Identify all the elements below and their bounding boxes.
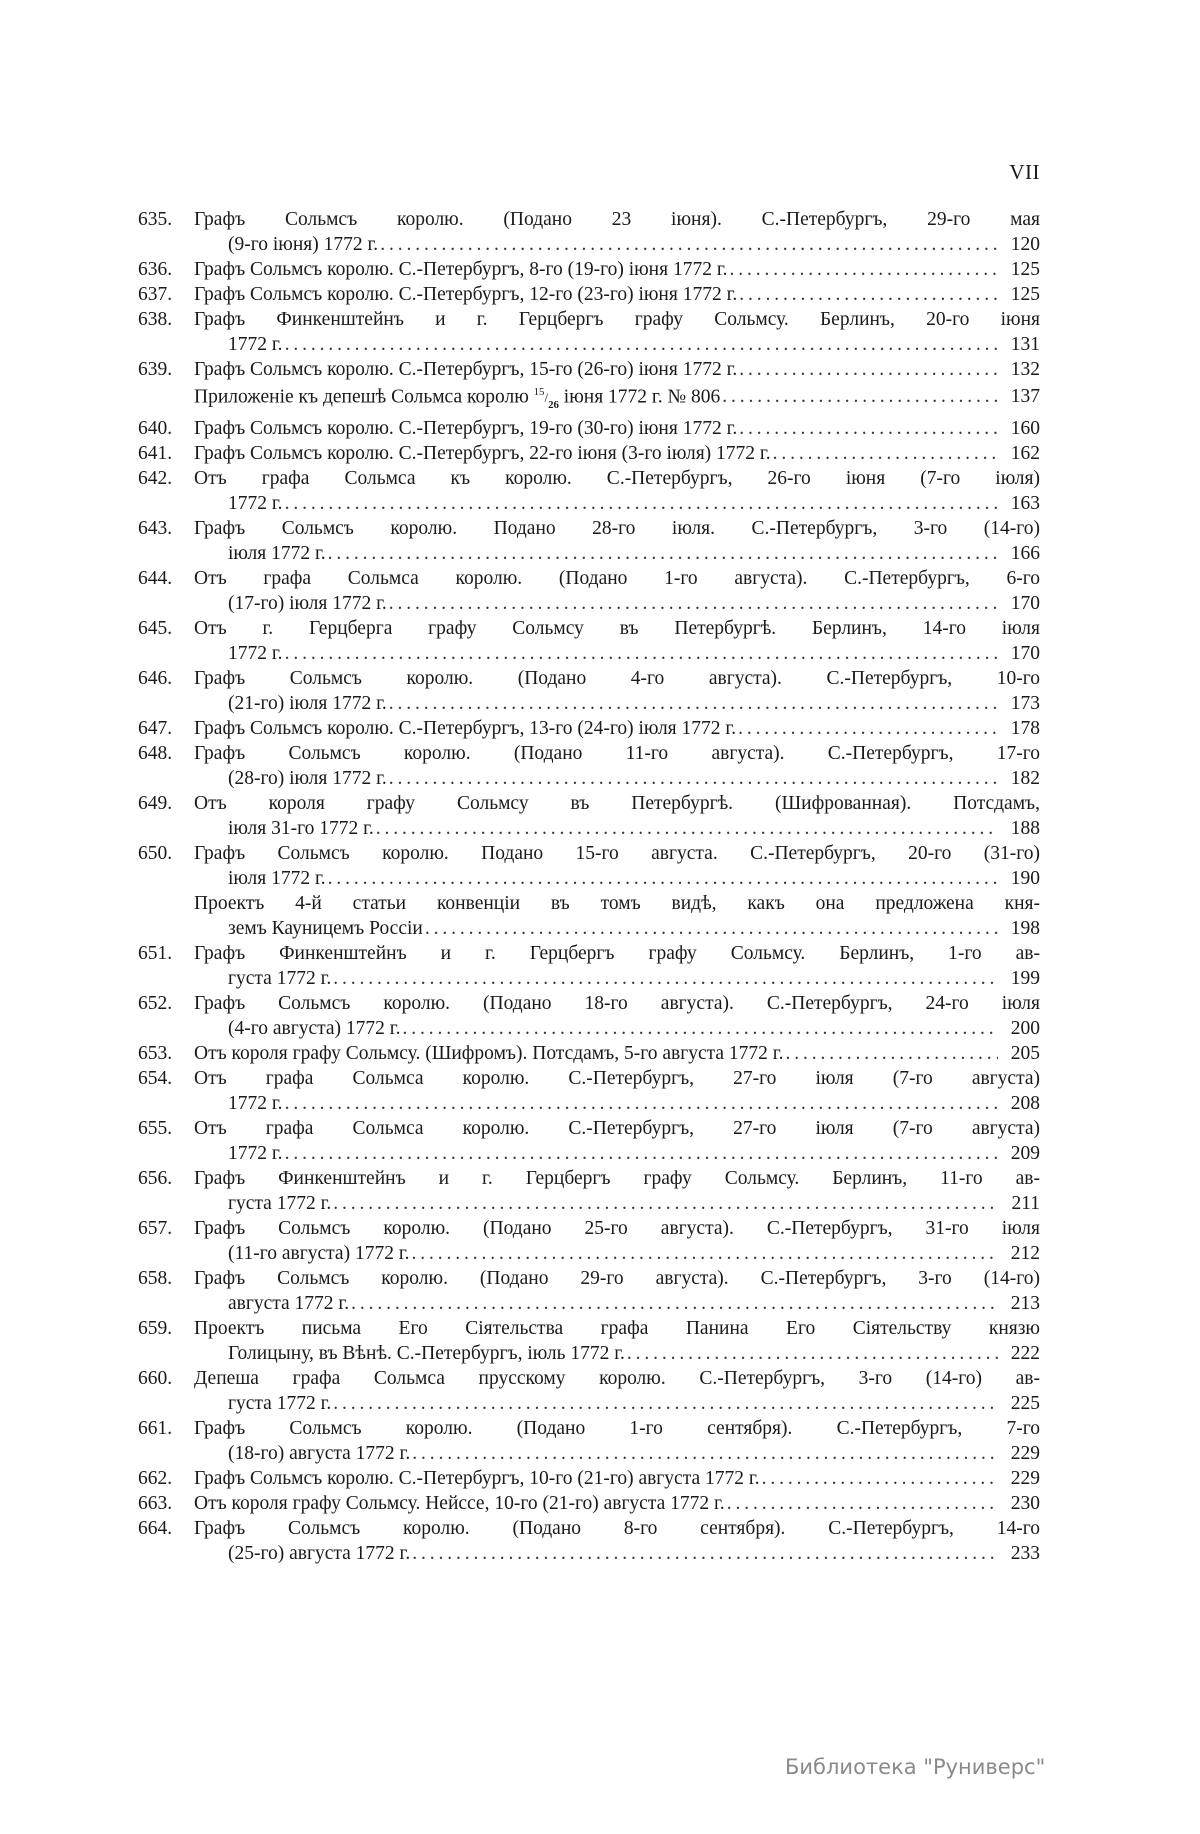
entry-title-line	[194, 891, 1040, 916]
entry-title-line	[194, 1041, 1040, 1066]
entry-text: Графъ Сольмсъ королю. (Подано 25-го августа). С.-Петербургъ, 31-го іюля	[194, 1217, 1040, 1239]
entry-number: 660.	[138, 1367, 173, 1389]
entry-text: Отъ графа Сольмса королю. С.-Петербургъ, 27-го іюля (7-го августа)	[194, 1067, 1040, 1089]
entry-text: Отъ короля графу Сольмсу. (Шифромъ). Потсдамъ, 5-го августа 1772 г.	[194, 1042, 784, 1064]
entry-number: 646.	[138, 667, 173, 689]
entry-title-line	[194, 1216, 1040, 1241]
entry-text: Отъ короля графу Сольмсу въ Петербургѣ. (Шифрованная). Потсдамъ,	[194, 792, 1040, 814]
entry-title-line	[194, 357, 1040, 382]
toc-entry	[138, 282, 1040, 307]
page-reference[interactable]: 208	[1010, 1092, 1040, 1114]
page-reference[interactable]: 225	[1010, 1392, 1040, 1414]
entry-text: Графъ Сольмсъ королю. С.-Петербургъ, 19-го (30-го) іюня 1772 г.	[194, 417, 738, 439]
toc-entry	[138, 566, 1040, 616]
toc-entry	[138, 841, 1040, 891]
entry-title-line	[194, 257, 1040, 282]
toc-entry	[138, 382, 1040, 416]
toc-entry	[138, 207, 1040, 257]
page-reference[interactable]: 163	[1010, 492, 1040, 514]
dot-leader	[402, 1016, 998, 1041]
page-reference[interactable]: 198	[1010, 917, 1040, 939]
entry-text: (11-го августа) 1772 г.	[228, 1242, 410, 1264]
entry-number: 635.	[138, 209, 173, 230]
toc-entry	[138, 666, 1040, 716]
page-reference[interactable]: 199	[1010, 967, 1040, 989]
entry-number: 643.	[138, 517, 173, 539]
entry-continuation-line	[194, 641, 1040, 666]
toc-entry	[138, 416, 1040, 441]
dot-leader	[285, 332, 998, 357]
entry-text: Графъ Сольмсъ королю. (Подано 4-го августа). С.-Петербургъ, 10-го	[194, 667, 1040, 689]
dot-leader	[376, 816, 998, 841]
dot-leader	[762, 1466, 998, 1491]
entry-number: 657.	[138, 1217, 173, 1239]
entry-continuation-line	[194, 916, 1040, 941]
dot-leader	[285, 641, 998, 666]
page-reference[interactable]: 131	[1010, 334, 1040, 355]
toc-entry	[138, 1266, 1040, 1316]
dot-leader	[351, 1291, 998, 1316]
page-reference[interactable]: 162	[1010, 442, 1040, 464]
entry-text: земъ Кауницемъ Россіи	[228, 917, 423, 939]
toc-entry	[138, 1216, 1040, 1266]
dot-leader	[328, 541, 998, 566]
page-reference[interactable]: 178	[1010, 717, 1040, 739]
dot-leader	[285, 491, 998, 516]
entry-text: Голицыну, въ Вѣнѣ. С.-Петербургъ, іюль 1772 г.	[228, 1342, 625, 1364]
entry-title-line	[194, 466, 1040, 491]
entry-title-line	[194, 1516, 1040, 1541]
entry-text: Графъ Финкенштейнъ и г. Герцбергъ графу Сольмсу. Берлинъ, 20-го іюня	[194, 309, 1040, 330]
entry-continuation-line	[194, 966, 1040, 991]
entry-text: (9-го іюня) 1772 г.	[228, 234, 379, 255]
dot-leader	[785, 1041, 998, 1066]
entry-number: 652.	[138, 992, 173, 1014]
entry-number: 659.	[138, 1317, 173, 1339]
entry-text: 1772 г.	[228, 334, 283, 355]
entry-text: Графъ Сольмсъ королю. (Подано 18-го августа). С.-Петербургъ, 24-го іюля	[194, 992, 1040, 1014]
toc-entry	[138, 1466, 1040, 1491]
page-reference[interactable]: 120	[1010, 234, 1040, 255]
entry-continuation-line	[194, 1016, 1040, 1041]
entry-number: 641.	[138, 442, 173, 464]
toc-entry	[138, 891, 1040, 941]
entry-continuation-line	[194, 816, 1040, 841]
page-reference[interactable]: 188	[1010, 817, 1040, 839]
entry-title-line	[194, 516, 1040, 541]
toc-entry	[138, 791, 1040, 841]
entry-continuation-line	[194, 691, 1040, 716]
dot-leader	[328, 866, 998, 891]
entry-text: (21-го) іюля 1772 г.	[228, 692, 387, 714]
dot-leader	[380, 232, 998, 257]
entry-title-line	[194, 1066, 1040, 1091]
entry-title-line	[194, 1466, 1040, 1491]
page-reference[interactable]: 166	[1010, 542, 1040, 564]
entry-number: 638.	[138, 309, 173, 330]
dot-leader	[722, 384, 998, 409]
dot-leader	[389, 591, 998, 616]
entry-number: 639.	[138, 359, 173, 380]
page-reference[interactable]: 200	[1010, 1017, 1040, 1039]
entry-title-line	[194, 1266, 1040, 1291]
entry-title-line	[194, 1316, 1040, 1341]
entry-title-line	[194, 741, 1040, 766]
toc-entry	[138, 516, 1040, 566]
toc-entry	[138, 1416, 1040, 1466]
page-reference[interactable]: 205	[1010, 1042, 1040, 1064]
page-reference[interactable]: 170	[1010, 642, 1040, 664]
entry-text: Графъ Сольмсъ королю. С.-Петербургъ, 22-го іюня (3-го іюля) 1772 г.	[194, 442, 771, 464]
entry-text: Графъ Сольмсъ королю. (Подано 11-го августа). С.-Петербургъ, 17-го	[194, 742, 1040, 764]
entry-text: Отъ графа Сольмса королю. С.-Петербургъ, 27-го іюля (7-го августа)	[194, 1117, 1040, 1139]
library-watermark: Библиотека "Руниверс"	[785, 1755, 1046, 1779]
page-reference[interactable]: 212	[1010, 1242, 1040, 1264]
entry-continuation-line	[194, 1541, 1040, 1566]
page-reference[interactable]: 132	[1010, 359, 1040, 380]
entry-continuation-line	[194, 591, 1040, 616]
dot-leader	[412, 1241, 999, 1266]
entry-text: Проектъ письма Его Сіятельства графа Панина Его Сіятельству князю	[194, 1317, 1040, 1339]
date-fraction: $^{15}/_{26}$	[533, 386, 559, 411]
page-reference[interactable]: 213	[1010, 1292, 1040, 1314]
page-reference[interactable]: 125	[1010, 259, 1040, 280]
entry-text: густа 1772 г.	[228, 1192, 332, 1214]
dot-leader	[727, 1491, 998, 1516]
entry-number: 650.	[138, 842, 173, 864]
entry-text: (17-го) іюля 1772 г.	[228, 592, 387, 614]
entry-title-line	[194, 207, 1040, 232]
entry-number: 663.	[138, 1492, 173, 1514]
entry-number: 651.	[138, 942, 173, 964]
entry-text: Отъ короля графу Сольмсу. Нейссе, 10-го (21-го) августа 1772 г.	[194, 1492, 725, 1514]
entry-text: густа 1772 г.	[228, 1392, 332, 1414]
entry-text: 1772 г.	[228, 1142, 283, 1164]
entry-text: Графъ Сольмсъ королю. (Подано 29-го августа). С.-Петербургъ, 3-го (14-го)	[194, 1267, 1040, 1289]
page-reference[interactable]: 137	[1010, 386, 1040, 408]
dot-leader	[773, 441, 998, 466]
entry-continuation-line	[194, 1441, 1040, 1466]
toc-entry	[138, 466, 1040, 516]
entry-number: 656.	[138, 1167, 173, 1189]
page-reference[interactable]: 125	[1010, 284, 1040, 305]
entry-continuation-line	[194, 1241, 1040, 1266]
entry-continuation-line	[194, 232, 1040, 257]
entry-text: Графъ Сольмсъ королю. (Подано 8-го сентября). С.-Петербургъ, 14-го	[194, 1517, 1040, 1539]
page-reference[interactable]: 160	[1010, 417, 1040, 439]
dot-leader	[333, 966, 998, 991]
page-reference[interactable]: 229	[1010, 1467, 1040, 1489]
page-reference[interactable]: 211	[1011, 1192, 1040, 1214]
toc-entry	[138, 441, 1040, 466]
entry-continuation-line	[194, 1291, 1040, 1316]
dot-leader	[730, 257, 998, 282]
entry-text: іюля 31-го 1772 г.	[228, 817, 374, 839]
entry-text: Депеша графа Сольмса прусскому королю. С.-Петербургъ, 3-го (14-го) ав-	[194, 1367, 1040, 1389]
entry-number: 654.	[138, 1067, 173, 1089]
entry-text: густа 1772 г.	[228, 967, 332, 989]
entry-title-line	[194, 616, 1040, 641]
entry-text: Графъ Сольмсъ королю. (Подано 23 іюня). С.-Петербургъ, 29-го мая	[194, 209, 1040, 230]
entry-title-line	[194, 716, 1040, 741]
entry-number: 645.	[138, 617, 173, 639]
dot-leader	[333, 1191, 998, 1216]
entry-text: Графъ Сольмсъ королю. С.-Петербургъ, 10-го (21-го) августа 1772 г.	[194, 1467, 760, 1489]
page-reference[interactable]: 173	[1010, 692, 1040, 714]
entry-continuation-line	[194, 332, 1040, 357]
entry-title-line	[194, 441, 1040, 466]
toc-entry	[138, 257, 1040, 282]
entry-number: 648.	[138, 742, 173, 764]
toc-entry	[138, 1041, 1040, 1066]
page-reference[interactable]: 229	[1010, 1442, 1040, 1464]
entry-continuation-line	[194, 491, 1040, 516]
dot-leader	[425, 916, 998, 941]
entry-title-line	[194, 1491, 1040, 1516]
entry-number: 640.	[138, 417, 173, 439]
entry-text: 1772 г.	[228, 1092, 283, 1114]
entry-title-line	[194, 307, 1040, 332]
toc-entry	[138, 1516, 1040, 1566]
entry-text: Отъ графа Сольмса королю. (Подано 1-го августа). С.-Петербургъ, 6-го	[194, 567, 1040, 589]
dot-leader	[738, 716, 998, 741]
entry-continuation-line	[194, 1141, 1040, 1166]
page-reference[interactable]: 230	[1010, 1492, 1040, 1514]
page-number: VII	[1009, 160, 1040, 184]
entry-number: 662.	[138, 1467, 173, 1489]
toc-entry	[138, 991, 1040, 1041]
entry-text: Графъ Сольмсъ королю. С.-Петербургъ, 15-го (26-го) іюня 1772 г.	[194, 359, 738, 380]
dot-leader	[739, 357, 998, 382]
entry-text: Графъ Сольмсъ королю. С.-Петербургъ, 12-го (23-го) іюня 1772 г.	[194, 284, 738, 305]
toc-entry	[138, 1066, 1040, 1116]
dot-leader	[627, 1341, 998, 1366]
toc-entry	[138, 616, 1040, 666]
toc-entry	[138, 716, 1040, 741]
toc-entry	[138, 1166, 1040, 1216]
entry-text: 1772 г.	[228, 642, 283, 664]
dot-leader	[333, 1391, 998, 1416]
page-reference[interactable]: 190	[1010, 867, 1040, 889]
entry-text: (4-го августа) 1772 г.	[228, 1017, 401, 1039]
entry-continuation-line	[194, 866, 1040, 891]
entry-number: 658.	[138, 1267, 173, 1289]
entry-text: 1772 г.	[228, 492, 283, 514]
dot-leader	[285, 1141, 998, 1166]
page-reference[interactable]: 233	[1010, 1542, 1040, 1564]
entry-number: 649.	[138, 792, 173, 814]
entry-text: іюля 1772 г.	[228, 542, 326, 564]
page-reference[interactable]: 222	[1010, 1342, 1040, 1364]
entry-title-line	[194, 1166, 1040, 1191]
dot-leader	[739, 282, 998, 307]
entry-text: (25-го) августа 1772 г.	[228, 1542, 411, 1564]
toc-entry	[138, 1366, 1040, 1416]
toc-entry	[138, 741, 1040, 791]
entry-text: Проектъ 4-й статьи конвенціи въ томъ видѣ, какъ она предложена кня-	[194, 892, 1040, 914]
dot-leader	[412, 1441, 998, 1466]
entry-text: (28-го) іюля 1772 г.	[228, 767, 387, 789]
toc-entry	[138, 357, 1040, 382]
toc-entry	[138, 1116, 1040, 1166]
entry-continuation-line	[194, 1341, 1040, 1366]
entry-number: 655.	[138, 1117, 173, 1139]
entry-continuation-line	[194, 1391, 1040, 1416]
entry-title-line	[194, 841, 1040, 866]
dot-leader	[412, 1541, 998, 1566]
entry-text: Графъ Сольмсъ королю. С.-Петербургъ, 13-го (24-го) іюля 1772 г.	[194, 717, 737, 739]
entry-number: 661.	[138, 1417, 173, 1439]
entry-title-line	[194, 382, 1040, 416]
dot-leader	[739, 416, 998, 441]
entry-number: 664.	[138, 1517, 173, 1539]
entry-continuation-line	[194, 1091, 1040, 1116]
entry-text: Графъ Сольмсъ королю. (Подано 1-го сентября). С.-Петербургъ, 7-го	[194, 1417, 1040, 1439]
entry-number: 637.	[138, 284, 173, 305]
entry-title-line	[194, 791, 1040, 816]
entry-text: Отъ графа Сольмса къ королю. С.-Петербургъ, 26-го іюня (7-го іюля)	[194, 467, 1040, 489]
toc-entry	[138, 307, 1040, 357]
entry-title-line	[194, 991, 1040, 1016]
entry-title-line	[194, 1416, 1040, 1441]
entry-text: Графъ Сольмсъ королю. С.-Петербургъ, 8-го (19-го) іюня 1772 г.	[194, 259, 728, 280]
entry-text: Приложеніе къ депешѣ Сольмса королю $^{15}/_{26}$ іюня 1772 г. № 806	[194, 386, 721, 411]
entry-text: Графъ Финкенштейнъ и г. Герцбергъ графу Сольмсу. Берлинъ, 11-го ав-	[194, 1167, 1040, 1189]
entry-title-line	[194, 282, 1040, 307]
dot-leader	[285, 1091, 998, 1116]
entry-text: Графъ Финкенштейнъ и г. Герцбергъ графу Сольмсу. Берлинъ, 1-го ав-	[194, 942, 1040, 964]
entry-text: Графъ Сольмсъ королю. Подано 15-го августа. С.-Петербургъ, 20-го (31-го)	[194, 842, 1040, 864]
entry-number: 647.	[138, 717, 173, 739]
entry-number: 642.	[138, 467, 173, 489]
entry-continuation-line	[194, 766, 1040, 791]
entry-title-line	[194, 566, 1040, 591]
entry-continuation-line	[194, 1191, 1040, 1216]
entry-text: августа 1772 г.	[228, 1292, 350, 1314]
entry-title-line	[194, 1366, 1040, 1391]
toc-entry	[138, 1491, 1040, 1516]
entry-text: (18-го) августа 1772 г.	[228, 1442, 411, 1464]
entry-text: Графъ Сольмсъ королю. Подано 28-го іюля. С.-Петербургъ, 3-го (14-го)	[194, 517, 1040, 539]
entry-title-line	[194, 666, 1040, 691]
entry-number: 653.	[138, 1042, 173, 1064]
entry-title-line	[194, 416, 1040, 441]
toc-entry	[138, 941, 1040, 991]
dot-leader	[389, 766, 998, 791]
entry-continuation-line	[194, 541, 1040, 566]
table-of-contents	[138, 207, 1040, 1566]
entry-number: 644.	[138, 567, 173, 589]
toc-entry	[138, 1316, 1040, 1366]
entry-text: Отъ г. Герцберга графу Сольмсу въ Петербургѣ. Берлинъ, 14-го іюля	[194, 617, 1040, 639]
entry-title-line	[194, 941, 1040, 966]
entry-title-line	[194, 1116, 1040, 1141]
entry-number: 636.	[138, 259, 173, 280]
page-reference[interactable]: 182	[1010, 767, 1040, 789]
page-reference[interactable]: 170	[1010, 592, 1040, 614]
page-reference[interactable]: 209	[1010, 1142, 1040, 1164]
dot-leader	[389, 691, 998, 716]
entry-text: іюля 1772 г.	[228, 867, 326, 889]
